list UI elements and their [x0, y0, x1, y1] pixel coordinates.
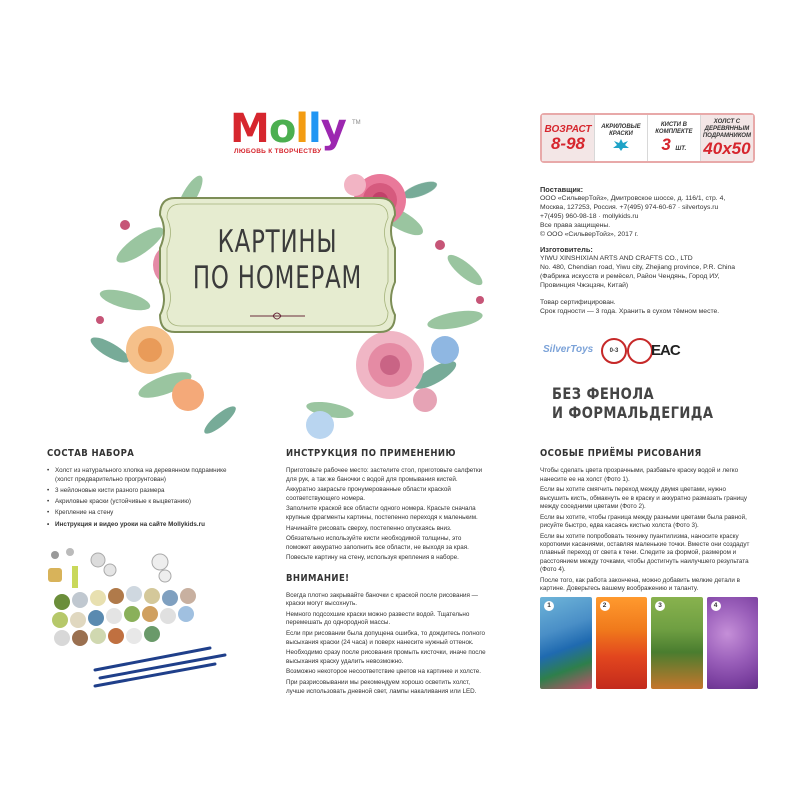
supplier-line: ООО «СильверТойз», Дмитровское шоссе, д. 116/1, стр. 4, [540, 195, 726, 202]
manufacturer-heading: Изготовитель: [540, 245, 593, 254]
paint-splash-icon [612, 138, 630, 152]
supplier-line: © ООО «СильверТойз», 2017 г. [540, 231, 639, 238]
paint-label: АКРИЛОВЫЕ КРАСКИ [601, 124, 641, 137]
kit-item: • Крепление на стену [47, 509, 114, 517]
technique-photo [540, 597, 592, 689]
eac-mark: EAC [651, 342, 680, 359]
logo-tagline: ЛЮБОВЬ К ТВОРЧЕСТВУ [234, 148, 322, 155]
technique-photo [707, 597, 759, 689]
kit-item: • Холст из натурального хлопка на деревянном подрамнике (холст предварительно прогрунтован) [47, 467, 227, 483]
attention-paragraph: Немного подсохшие краски можно развести водой. Тщательно перемешать до однородной массы. [286, 611, 470, 627]
certification-marks [543, 338, 683, 368]
safety-line-1: БЕЗ ФЕНОЛА [552, 384, 655, 403]
technique-paragraph: Если вы хотите смягчить переход между двумя цветами, нужно высушить кисть, обмакнуть ее в краску и аккуратно размазать границу между соседними цветами (Фото 2). [540, 486, 748, 510]
safety-line-2: И ФОРМАЛЬДЕГИДА [552, 403, 714, 422]
technique-paragraph: Если вы хотите, чтобы граница между разными цветами была равной, рисуйте быстро, едва касаясь кистью холста (Фото 3). [540, 513, 747, 530]
attention-paragraph: Если при рисовании была допущена ошибка, то дождитесь полного высыхания краски (24 часа) и поверх нанесите нужный оттенок. [286, 630, 486, 646]
company-info [540, 185, 780, 316]
technique-paragraph: Если вы хотите попробовать технику пуантилизма, наносите краску короткими касаниями, оставляя маленькие точки. Вместе они создадут плавный переход от света к тени. Следите за формой, размером и расстоянием между точками, чтобы достигнуть наилучшего результата (Фото 4). [540, 532, 750, 574]
technique-paragraph: Чтобы сделать цвета прозрачными, разбавьте краску водой и легко нанесите ее на холст (Фото 1). [540, 467, 739, 483]
attention-section [286, 572, 486, 696]
manufacturer-line: No. 480, Chendian road, Yiwu city, Zhejiang province, P.R. China [540, 264, 736, 271]
brushes-value: 3 [661, 134, 671, 154]
age-label: ВОЗРАСТ [544, 123, 592, 135]
canvas-label: ХОЛСТ С ДЕРЕВЯННЫМ ПОДРАМНИКОМ [702, 118, 751, 139]
age-badge [542, 115, 595, 161]
instruction-paragraph: Заполните краской все области одного номера. Красьте сначала крупные фрагменты картины, постепенно переходя к маленьким. [286, 505, 478, 521]
attention-paragraph: При разрисовывании мы рекомендуем хорошо осветить холст, лучше использовать дневной свет, лампы накаливания или LED. [286, 679, 477, 695]
technique-photo [651, 597, 703, 689]
manufacturer-line: YIWU XINSHIXIAN ARTS AND CRAFTS CO., LTD [540, 255, 693, 262]
safety-claim [552, 384, 713, 422]
title-line-1: КАРТИНЫ [217, 224, 338, 260]
certification-line: Товар сертифицирован. [540, 299, 616, 306]
instruction-paragraph: Повесьте картину на стену, используя крепления в наборе. [286, 554, 459, 562]
kit-item: • Акриловые краски (устойчивые к выцветанию) [47, 498, 192, 506]
kit-contents [47, 450, 237, 532]
supplier-line: Москва, 127253, Россия. +7(495) 974-60-67 · silvertoys.ru [540, 204, 719, 211]
kit-contents-photo [40, 540, 240, 690]
technique-photo [596, 597, 648, 689]
age-warning-icon [601, 338, 627, 364]
kit-item: • Инструкция и видео уроки на сайте Mollykids.ru [47, 520, 205, 528]
techniques [540, 450, 755, 596]
brushes-label: КИСТИ В КОМПЛЕКТЕ [655, 121, 693, 135]
product-title [155, 224, 400, 296]
silvertoys-logo: SilverToys [543, 344, 594, 355]
canvas-value: 40х50 [703, 138, 751, 158]
supplier-line: Все права защищены. [540, 222, 611, 229]
photo-number: 3 [655, 601, 665, 611]
supplier-line: +7(495) 960-98-18 · mollykids.ru [540, 213, 639, 220]
photo-number: 4 [711, 601, 721, 611]
supplier-heading: Поставщик: [540, 185, 584, 194]
instructions-heading: ИНСТРУКЦИЯ ПО ПРИМЕНЕНИЮ [286, 448, 456, 459]
attention-paragraph: Всегда плотно закрывайте баночки с краской после рисования — краски могут высохнуть. [286, 592, 478, 608]
photo-number: 1 [544, 601, 554, 611]
kit-item: • 3 нейлоновые кисти разного размера [47, 486, 165, 494]
title-line-2: ПО НОМЕРАМ [192, 260, 363, 296]
kit-heading: СОСТАВ НАБОРА [47, 448, 135, 459]
brushes-badge [648, 115, 701, 161]
paint-badge [595, 115, 648, 161]
technique-paragraph: После того, как работа закончена, можно добавить мелкие детали в картине. Доверьтесь вашему воображению и таланту. [540, 576, 740, 593]
instruction-paragraph: Начинайте рисовать сверху, постепенно опускаясь вниз. [286, 524, 452, 532]
no-swallow-warning-icon [627, 338, 653, 364]
instructions [286, 450, 486, 698]
logo-tm: TM [352, 120, 361, 126]
canvas-badge [701, 115, 753, 161]
manufacturer-line: Провинция Чжэцзян, Китай) [540, 282, 629, 289]
logo-word: Molly [230, 106, 346, 152]
age-value: 8-98 [550, 133, 585, 153]
product-badges [540, 113, 755, 163]
instruction-paragraph: Аккуратно закрасьте пронумерованные области краской соответствующего номера. [286, 486, 451, 502]
techniques-heading: ОСОБЫЕ ПРИЁМЫ РИСОВАНИЯ [540, 448, 702, 459]
instruction-paragraph: Обязательно используйте кисти необходимой толщины, это поможет аккуратно заполнить все области, не выходя за края. [286, 535, 469, 551]
technique-photos [540, 597, 758, 689]
certification-line: Срок годности — 3 года. Хранить в сухом тёмном месте. [540, 308, 720, 315]
brushes-unit: ШТ. [675, 145, 687, 152]
instruction-paragraph: Приготовьте рабочее место: застелите стол, приготовьте салфетки для рук, а так же баночки с водой для промывания кистей. [286, 467, 483, 483]
attention-paragraph: Необходимо сразу после рисования промыть кисточки, иначе после высыхания краску удалить невозможно. [286, 649, 486, 665]
age-warning-mark: 0-3 [609, 348, 619, 354]
attention-heading: ВНИМАНИЕ! [286, 572, 350, 584]
attention-paragraph: Возможно некоторое несоответствие цветов на картинке и холсте. [286, 668, 482, 676]
photo-number: 2 [600, 601, 610, 611]
manufacturer-line: (Фабрика искусств и ремёсел, Район Чендянь, Город ИУ, [540, 273, 720, 280]
